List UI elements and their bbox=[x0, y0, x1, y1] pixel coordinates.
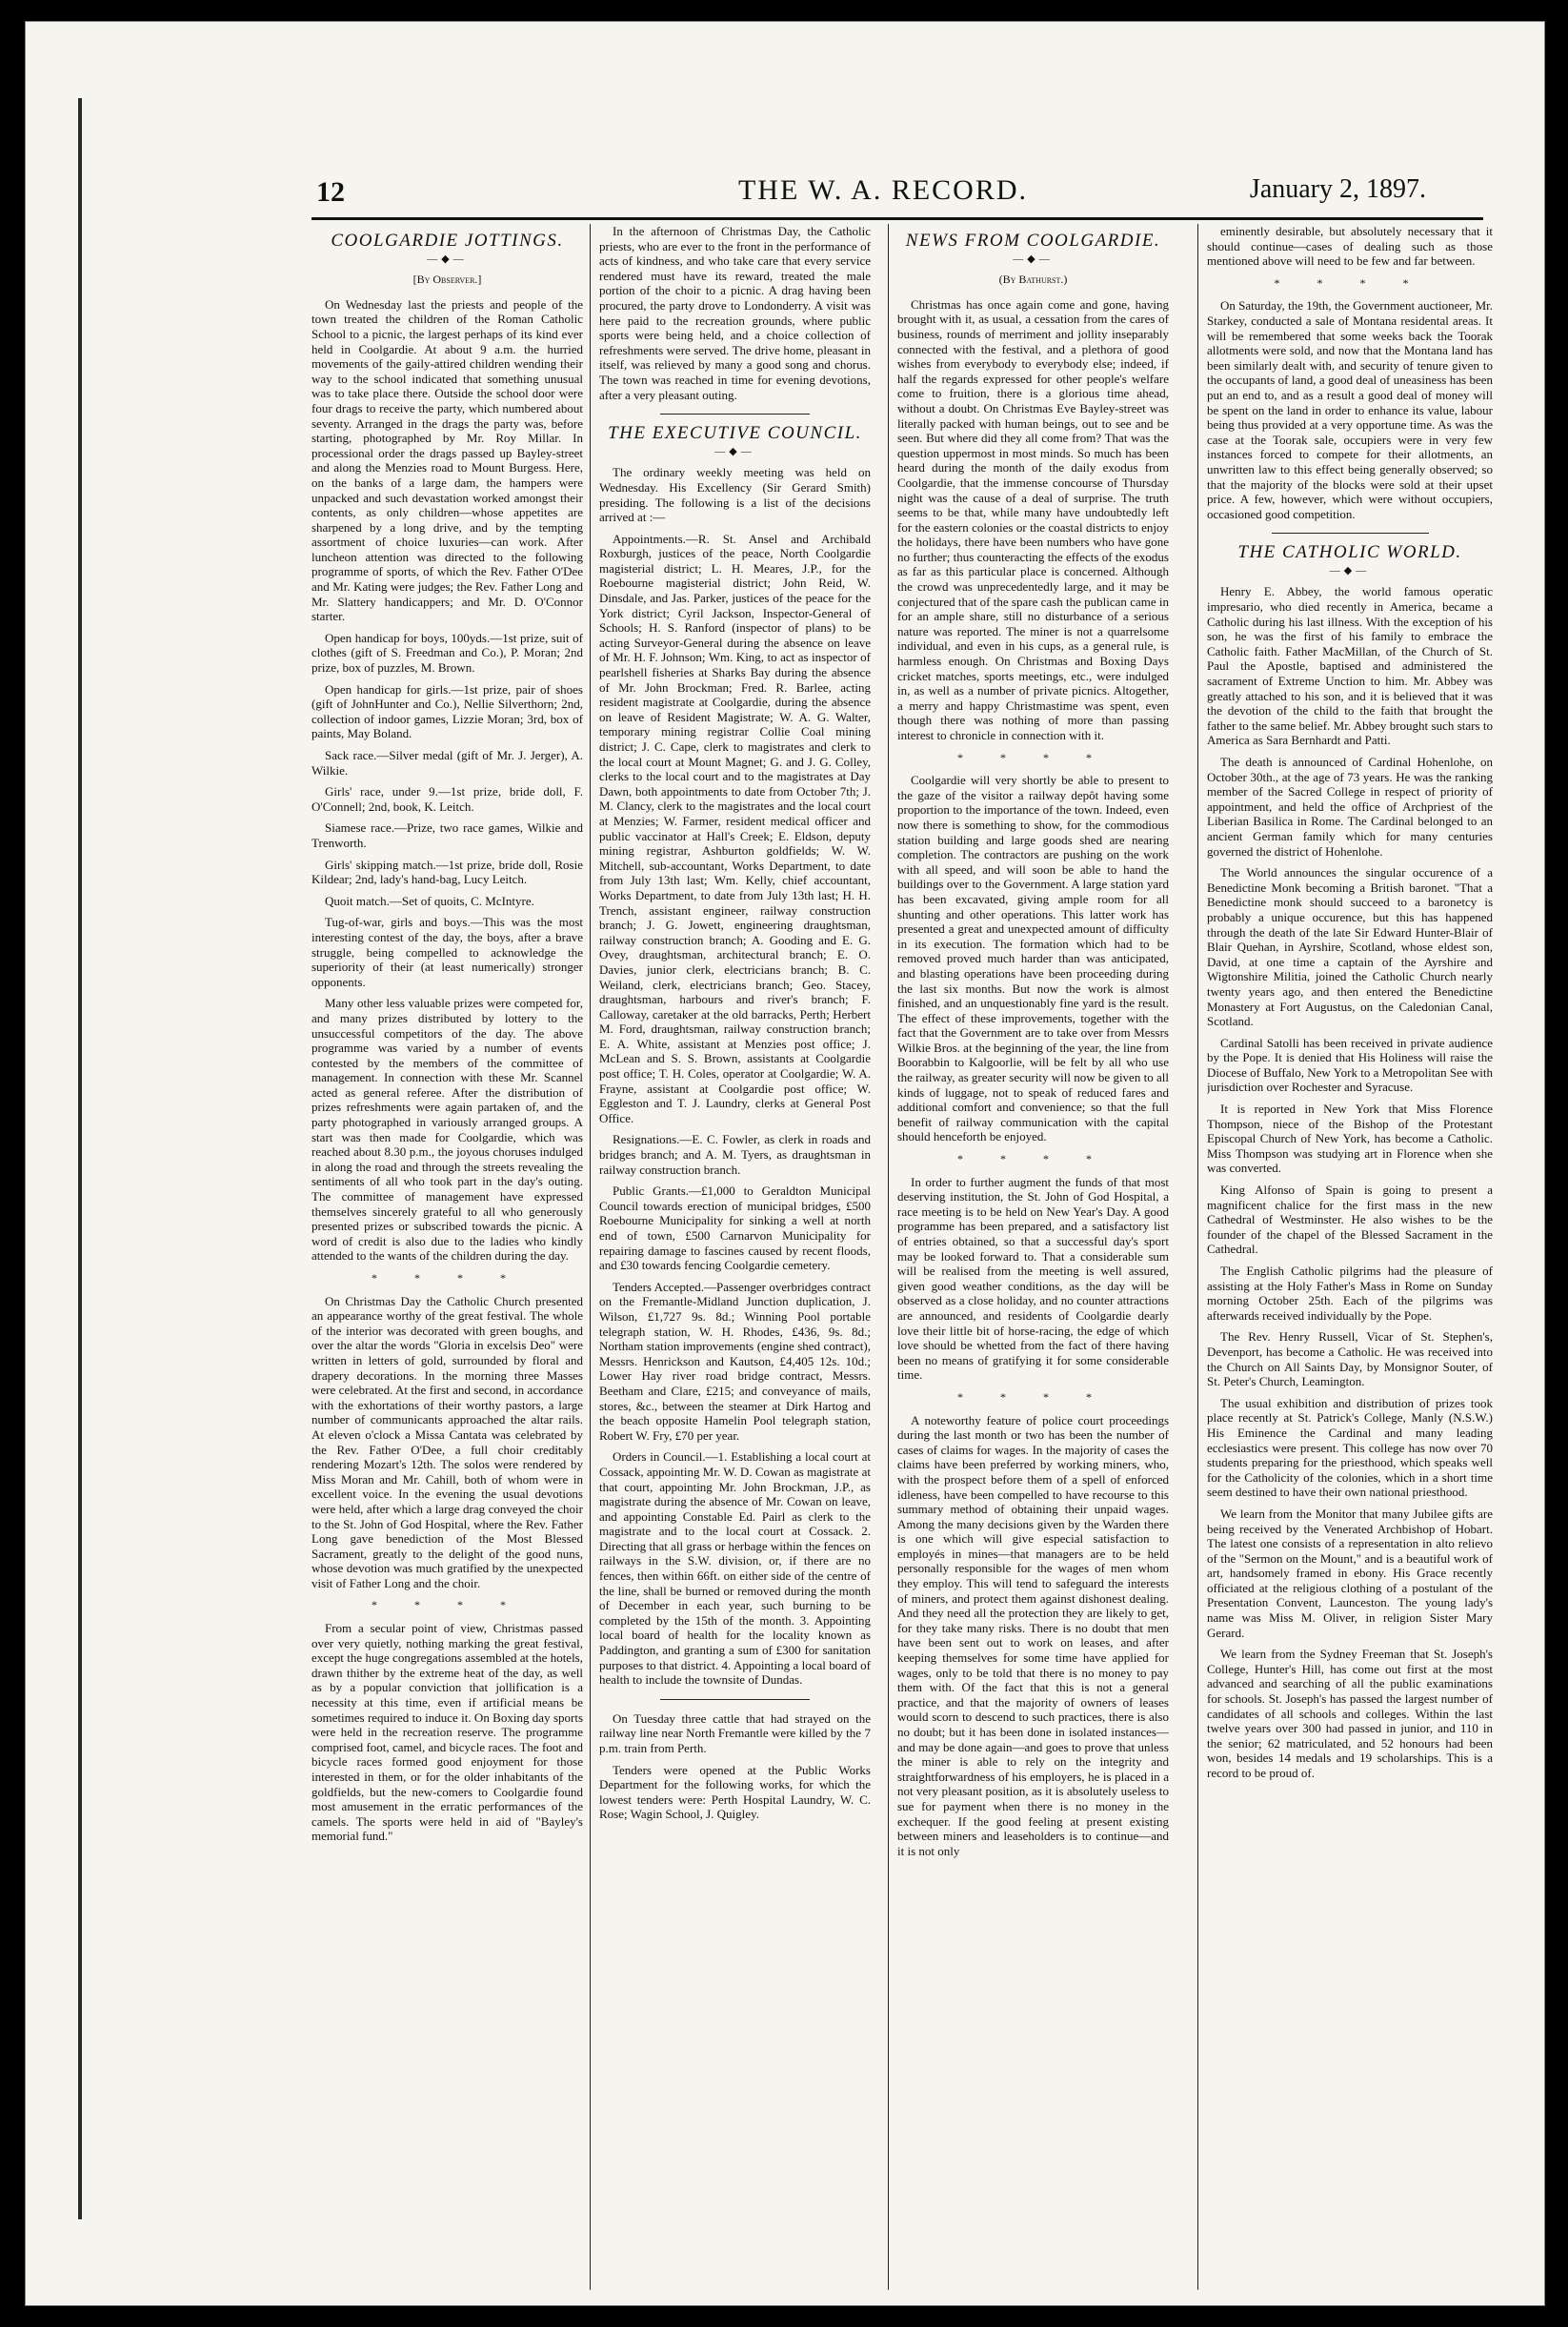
paragraph: In order to further augment the funds of that most deserving institution, the St. John of God Hospital, a race meeting is to be held on New Year's Day. A good programme has been prepared, and a satisfactory list of entries obtained, so that a successful day's sport may be looked forward to. That a considerable sum will be realised from the meeting is well assured, given good weather conditions, as the day will be observed as a close holiday, and no counter attractions are announced, and residents of Coolgardie dearly love their little bit of horse-racing, the edge of which love should be whetted from the fact of there having been no means of gratifying it for some considerable time. bbox=[897, 1174, 1169, 1383]
paragraph: Appointments.—R. St. Ansel and Archibald Roxburgh, justices of the peace, North Coolgardie magisterial district; L. H. Meares, J.P., for the Roebourne magisterial district; John Reid, W. Dinsdale, and Jas. Parker, justices of the peace for the York district; Cyril Jackson, Inspector-General of Schools; H. S. Ranford (inspector of plans) to be acting Surveyor-General during the absence on leave of Mr. H. F. Johnson; Wm. King, to act as inspector of pearlshell fisheries at Sharks Bay during the absence of Mr. John Brockman; Fred. R. Barlee, acting resident magistrate at Coolgardie, during the absence on leave of Resident Magistrate; W. A. G. Walter, temporary mining registrar Collie Coal mining district; J. C. Cape, clerk to magistrates and clerk to the local court at Mount Magnet; G. and J. G. Colley, clerks to the local court and to the magistrates at Day Dawn, both appointments to date from October 7th; J. M. Clancy, clerk to the magistrates and the local court at Menzies; W. Farmer, resident medical officer and public vaccinator at Hall's Creek; E. Eldson, deputy mining registrar, Ashburton goldfields; W. W. Mitchell, sub-accountant, Works Department, to date from July 13th last; Wm. Kelly, chief accountant, Works Department, to date from July 13th last; H. H. Trench, assistant engineer, railway construction branch; J. G. Jowett, engineering draughtsman, railway construction branch; A. Gooding and E. G. Ovey, draughtsman, architectural branch; E. O. Davies, junior clerk, electricians branch; B. C. Weiland, clerk, electricians branch; Geo. Stacey, draughtsman, harbours and river's branch; F. Calloway, caretaker at the old barracks, Perth; Herbert M. Ford, draughtsman, railway construction branch; E. A. White, assistant at Menzies post office; J. McLean and S. S. Brown, assistants at Coolgardie post office; T. H. Coles, operator at Coolgardie; W. A. Frayne, assistant at Coolgardie post office; W. Eggleston and T. J. Laundry, clerks at General Post Office. bbox=[599, 531, 871, 1125]
paragraph: It is reported in New York that Miss Florence Thompson, niece of the Bishop of the Protestant Episcopal Church of New York, has become a Catholic. Miss Thompson was studying art in Florence when she was converted. bbox=[1207, 1102, 1493, 1176]
column-rule bbox=[590, 224, 591, 2290]
paragraph: Public Grants.—£1,000 to Geraldton Municipal Council towards erection of municipal bridges, £500 Roebourne Municipality for sinking a well at north end of town, £500 Carnarvon Municipality for repairing damage to fascines caused by recent floods, and £30 towards fencing Coolgardie cemetery. bbox=[599, 1184, 871, 1273]
ornament: —◆— bbox=[714, 445, 755, 457]
paragraph: On Tuesday three cattle that had strayed on the railway line near North Fremantle were killed by the 7 p.m. train from Perth. bbox=[599, 1710, 871, 1755]
binding-edge bbox=[78, 98, 82, 2219]
section-break: * * * * bbox=[957, 1152, 1109, 1166]
ornament: —◆— bbox=[1013, 253, 1054, 265]
column-1 bbox=[312, 224, 583, 2280]
paragraph: A noteworthy feature of police court proceedings during the last month or two has been the number of cases of claims for wages. In the majority of cases the claims have been preferred by working miners, who, with the prospect before them of a spell of enforced idleness, have been compelled to have recourse to this summary method of obtaining their unpaid wages. Among the many decisions given by the Warden there is one which will give especial satisfaction to employés in mines—that managers are to be held personally responsible for the wages of men whom they employ. This will tend to safeguard the interests of miners, and protect them against dishonest dealing. And they need all the protection they are likely to get, for they take many risks. There is no doubt that men have been sent out to work on leases, and after keeping themselves for some time have applied for wages, only to be told that there is no money to pay them with. Of the fact that this is not a general practice, and that the majority of owners of leases would scorn to descend to such practices, there is also no doubt; but it has been done in isolated instances—and may be done again—and goes to prove that unless the miner is able to rely on the integrity and straightforwardness of his employers, he is placed in a not very pleasant position, as it is absolutely useless to sue for payment when there is no money in the exchequer. If the good feeling at present existing between miners and leaseholders is to continue—and it is not only bbox=[897, 1412, 1169, 1858]
article-heading: COOLGARDIE JOTTINGS. bbox=[331, 231, 564, 251]
section-break: * * * * bbox=[372, 1271, 523, 1285]
paragraph: Henry E. Abbey, the world famous operatic impresario, who died recently in America, became a Catholic during his last illness. With the exception of his son, he was the first of his family to embrace the Catholic faith. Father MacMillan, of the Church of St. Paul the Apostle, baptised and administered the sacrament of Extreme Unction to him. Mr. Abbey was greatly attached to his son, and it is believed that it was the devotion of the child to the faith that brought the father to the same belief. Mr. Abbey brought such stars to America as Sara Bernhardt and Patti. bbox=[1207, 584, 1493, 748]
paragraph: Many other less valuable prizes were competed for, and many prizes distributed by lottery to the unsuccessful competitors of the day. The above programme was varied by a number of events contested by the members of the committee of management. In connection with these Mr. Scannel acted as general referee. After the distribution of prizes refreshments were again partaken of, and the party photographed in variously arranged groups. A start was then made for Coolgardie, which was reached about 8.30 p.m., the joyous choruses indulged in along the road and through the streets revealing the sentiments of all who took part in the day's outing. The committee of management have expressed themselves sincerely grateful to all who generously presented prizes or subscribed towards the picnic. A word of credit is also due to the ladies who kindly attended to the wants of the children during the day. bbox=[312, 996, 583, 1264]
section-break: * * * * bbox=[372, 1598, 523, 1612]
article-heading: NEWS FROM COOLGARDIE. bbox=[905, 231, 1161, 251]
paragraph: On Saturday, the 19th, the Government auctioneer, Mr. Starkey, conducted a sale of Montana residental areas. It will be remembered that some weeks back the Toorak allotments were sold, and now that the Montana land has been similarly dealt with, and security of tenure given to the occupants of land, a good deal of uneasiness has been put an end to, and as a result a good deal of money will be spent on the land in order to enhance its value, labour being thus provided at a very opportune time. As was the case at the Toorak sale, occupiers were in very few instances forced to compete for their allotments, an unwritten law to this effect being generally observed; so that the majority of the blocks were sold at their upset price. A few, however, which were without occupiers, occasioned good competition. bbox=[1207, 298, 1493, 521]
masthead bbox=[264, 165, 1502, 218]
paragraph: From a secular point of view, Christmas passed over very quietly, nothing marking the great festival, except the huge congregations assembled at the hotels, drawn thither by the extreme heat of the day, as well as by a popular conviction that jollification is a necessity at this time, even if artificial means be sometimes required to induce it. On Boxing day sports were held in the recreation reserve. The programme comprised foot, camel, and bicycle races. The foot and bicycle races formed good enjoyment for those interested in them, or for the older inhabitants of the goldfields, but the new-comers to Coolgardie found most amusement in the erratic performances of the camels. The sports were held in aid of "Bayley's memorial fund." bbox=[312, 1621, 583, 1844]
paragraph: The death is announced of Cardinal Hohenlohe, on October 30th., at the age of 73 years. He was the ranking member of the Sacred College in respect of priority of appointment, and held the office of Archpriest of the Liberian Basilica in Rome. The Cardinal belonged to an ancient German family which for many centuries governed the district of Hohenlohe. bbox=[1207, 755, 1493, 859]
divider bbox=[660, 1699, 810, 1700]
issue-date: January 2, 1897. bbox=[1249, 174, 1426, 204]
paragraph: On Wednesday last the priests and people of the town treated the children of the Roman Catholic School to a picnic, the largest perhaps of its kind ever held in Coolgardie. At about 9 a.m. the hurried movements of the gaily-attired children wending their way to the school indicated that something unusual was to take place there. Outside the school door were four drags to receive the party, which numbered about seventy. Arranged in the drags the party was, before starting, photographed by Mr. Roy Millar. In processional order the drags passed up Bayley-street and along the Menzies road to Mount Burgess. Here, on the banks of a large dam, the hampers were unpacked and such devastation worked amongst their contents, as only children—whose appetites are sharpened by a long drive, and by the tempting assortment of choice luxuries—can work. After luncheon attention was directed to the following programme of sports, of which the Rev. Father O'Dee and Mr. Kating were judges; the Rev. Father Long and Mr. Slattery handicappers; and Mr. D. O'Connor starter. bbox=[312, 296, 583, 624]
ornament: —◆— bbox=[427, 253, 468, 265]
paragraph: Resignations.—E. C. Fowler, as clerk in roads and bridges branch; and A. M. Tyers, as draughtsman in railway construction branch. bbox=[599, 1132, 871, 1177]
paragraph: King Alfonso of Spain is going to present a magnificent chalice for the first mass in the new Cathedral of Westminster. He also wishes to be the founder of the chapel of the Blessed Sacrament in the Cathedral. bbox=[1207, 1183, 1493, 1257]
section-break: * * * * bbox=[957, 750, 1109, 764]
column-3 bbox=[897, 224, 1169, 2280]
newspaper-page bbox=[25, 21, 1545, 2306]
paragraph: Open handicap for boys, 100yds.—1st prize, suit of clothes (gift of S. Freedman and Co.), P. Moran; 2nd prize, box of puzzles, M. Brown. bbox=[312, 630, 583, 676]
newspaper-title: THE W. A. RECORD. bbox=[737, 174, 1029, 206]
paragraph: The usual exhibition and distribution of prizes took place recently at St. Patrick's College, Manly (N.S.W.) His Eminence the Cardinal and many leading ecclesiastics were present. This college has now over 70 students preparing for the priesthood, which speaks well for the Catholicity of the colonies, which in a short time seem destined to have their own national priesthood. bbox=[1207, 1395, 1493, 1500]
column-rule bbox=[888, 224, 889, 2290]
paragraph: The Rev. Henry Russell, Vicar of St. Stephen's, Devenport, has become a Catholic. He was received into the Church on All Saints Day, by Monsignor Souter, of St. Peter's Church, Leamington. bbox=[1207, 1329, 1493, 1389]
paragraph: Tenders Accepted.—Passenger overbridges contract on the Fremantle-Midland Junction duplication, J. Wilson, £1,727 9s. 8d.; Winning Pool portable telegraph station, W. H. Rhodes, £436, 9s. 8d.; Northam station improvements (engine shed contract), Messrs. Henrickson and Kautson, £4,405 12s. 10d.; Lower Hay river road bridge contract, Messrs. Beetham and Clare, £215; and conveyance of mails, stores, &c., between the steamer at Dirk Hartog and the beach opposite Hamelin Pool telegraph station, Robert W. Fry, £70 per year. bbox=[599, 1279, 871, 1443]
paragraph: The ordinary weekly meeting was held on Wednesday. His Excellency (Sir Gerard Smith) presiding. The following is a list of the decisions arrived at :— bbox=[599, 465, 871, 525]
divider bbox=[660, 414, 810, 415]
paragraph: Open handicap for girls.—1st prize, pair of shoes (gift of JohnHunter and Co.), Nellie Silverthorn; 2nd, collection of indoor games, Lizzie Moran; 3rd, box of paints, May Boland. bbox=[312, 681, 583, 741]
paragraph: Christmas has once again come and gone, having brought with it, as usual, a cessation from the cares of business, rounds of merriment and jollity inseparably connected with the festival, and a plethora of good wishes from everybody to everybody else; indeed, if half the regards expressed for other people's welfare come to fruition, there is a glorious time ahead, without a doubt. On Christmas Eve Bayley-street was literally packed with human beings, out to see and be seen. But where did they all come from? That was the question uppermost in most minds. So much has been heard during the month of the daily exodus from Coolgardie, that the immense concourse of Thursday night was the cause of a deal of surprise. The truth seems to be that, while many have undoubtedly left for the eastern colonies or the coastal districts to enjoy the holidays, there have been numbers who have gone no further; thus counteracting the effects of the exodus as far as this particular place is concerned. Although the crowd was unprecedentedly large, and it may be conjectured that of the spare cash the publican came in for an ample share, still no disturbance of a serious nature was reported. The miner is not a quarrelsome individual, and even in his cups, as a general rule, is harmless enough. On Christmas and Boxing Days cricket matches, sports meetings, etc., were indulged in, as well as a number of private picnics. Altogether, a merry and happy Christmastime was spent, even though there was nothing of more than passing interest to chronicle in connection with it. bbox=[897, 296, 1169, 742]
paragraph: Siamese race.—Prize, two race games, Wilkie and Trenworth. bbox=[312, 820, 583, 850]
paragraph: In the afternoon of Christmas Day, the Catholic priests, who are ever to the front in the performance of acts of kindness, and who take care that every service rendered must have its reward, treated the male portion of the choir to a picnic. A drag having been procured, the party drove to Londonderry. A visit was here paid to the recreation grounds, where public sports were being held, and a choice collection of refreshments were served. The drive home, pleasant in itself, was relieved by many a good song and chorus. The town was reached in time for evening devotions, after a very pleasant outing. bbox=[599, 224, 871, 402]
article-byline: (By Bathurst.) bbox=[998, 273, 1068, 287]
page-number: 12 bbox=[316, 176, 345, 208]
section-break: * * * * bbox=[957, 1389, 1109, 1404]
paragraph: On Christmas Day the Catholic Church presented an appearance worthy of the great festival. The whole of the interior was decorated with green boughs, and over the altar the words "Gloria in excelsis Deo" were written in letters of gold, surrounded by floral and drapery decorations. In the morning three Masses were celebrated. At the first and second, in accordance with the exhortations of their worthy pastors, a large number of communicants approached the altar rails. At eleven o'clock a Missa Cantata was celebrated by the Rev. Father O'Dee, a full choir creditably rendering Mozart's 12th. The solos were rendered by Miss Moran and Mr. Cahill, both of whom were in excellent voice. In the evening the usual devotions were held, after which a large drag conveyed the choir to the St. John of God Hospital, where the Rev. Father Long gave benediction of the Most Blessed Sacrament, greatly to the delight of the good nuns, whose devotion was much gratified by the unexpected visit of Father Long and the choir. bbox=[312, 1293, 583, 1590]
paragraph: We learn from the Sydney Freeman that St. Joseph's College, Hunter's Hill, has come out first at the most advanced and searching of all the public examinations for schools. St. Joseph's has passed the largest number of candidates of all schools and colleges. Within the last twelve years over 300 had passed in junior, and 110 in the senior; 62 matriculated, and 52 honours had been won, besides 14 medals and 19 scholarships. This is a record to be proud of. bbox=[1207, 1647, 1493, 1780]
column-2 bbox=[599, 224, 871, 2280]
masthead-rule bbox=[312, 217, 1483, 220]
paragraph: We learn from the Monitor that many Jubilee gifts are being received by the Venerated Archbishop of Hobart. The latest one consists of a representation in alto relievo of the "Sermon on the Mount," and is a beautiful work of art, handsomely framed in ebony. His Grace recently officiated at the religious clothing of a postulant of the Presentation Convent, Launceston. The young lady's name was Miss M. Oliver, in religion Sister Mary Gerard. bbox=[1207, 1506, 1493, 1640]
divider bbox=[1272, 533, 1429, 534]
paragraph: The World announces the singular occurence of a Benedictine Monk becoming a British baronet. "That a Benedictine monk should succeed to a baronetcy is probably a unique occurence, but this has happened through the death of the late Sir Edward Hunter-Blair of Blair Quehan, in Ayrshire, Scotland, whose eldest son, David, at one time a captain of the Ayrshire and Wigtonshire Militia, joined the Catholic Church nearly twenty years ago, and then entered the Benedictine Monastery at Fort Augustus, on the Caledonian Canal, Scotland. bbox=[1207, 865, 1493, 1029]
paragraph: Sack race.—Silver medal (gift of Mr. J. Jerger), A. Wilkie. bbox=[312, 748, 583, 778]
article-heading: THE EXECUTIVE COUNCIL. bbox=[608, 423, 862, 444]
paragraph: Quoit match.—Set of quoits, C. McIntyre. bbox=[325, 893, 534, 908]
paragraph: Girls' race, under 9.—1st prize, bride doll, F. O'Connell; 2nd, book, K. Leitch. bbox=[312, 784, 583, 814]
paragraph: Girls' skipping match.—1st prize, bride doll, Rosie Kildear; 2nd, lady's hand-bag, Lucy Leitch. bbox=[312, 857, 583, 887]
paragraph: Tenders were opened at the Public Works Department for the following works, for which the lowest tenders were: Perth Hospital Laundry, W. C. Rose; Wagin School, J. Quigley. bbox=[599, 1762, 871, 1822]
page-content bbox=[264, 165, 1502, 2290]
ornament: —◆— bbox=[1329, 564, 1371, 577]
paragraph: eminently desirable, but absolutely necessary that it should continue—cases of dealing such as those mentioned above will need to be few and far between. bbox=[1207, 224, 1493, 269]
paragraph: Tug-of-war, girls and boys.—This was the most interesting contest of the day, the boys, after a brave struggle, being compelled to acknowledge the superiority of their (at least numerically) stronger opponents. bbox=[312, 915, 583, 989]
paragraph: Cardinal Satolli has been received in private audience by the Pope. It is denied that His Holiness will raise the Diocese of Buffalo, New York to a Metropolitan See with jurisdiction over Rochester and Syracuse. bbox=[1207, 1035, 1493, 1095]
article-byline: [By Observer.] bbox=[412, 273, 482, 287]
article-heading: THE CATHOLIC WORLD. bbox=[1237, 542, 1462, 563]
column-4 bbox=[1207, 224, 1493, 2280]
paragraph: The English Catholic pilgrims had the pleasure of assisting at the Holy Father's Mass in Rome on Sunday morning October 25th. Each of the pilgrims was afterwards received individually by the Pope. bbox=[1207, 1264, 1493, 1323]
column-rule bbox=[1197, 224, 1198, 2290]
section-break: * * * * bbox=[1274, 275, 1426, 290]
paragraph: Orders in Council.—1. Establishing a local court at Cossack, appointing Mr. W. D. Cowan as magistrate at that court, appointing Mr. John Brockman, J.P., as magistrate during the absence of Mr. Cowan on leave, and appointing Constable Ed. Pairl as clerk to the magistrate and to the local court at Cossack. 2. Directing that all grass or herbage within the fences on railways in the S.W. division, or, if there are no fences, then within 66ft. on either side of the centre of the line, shall be burned or removed during the month of December in each year, such burning to be completed by the 15th of the month. 3. Appointing local board of health for the locality known as Paddington, and granting a sum of £300 for sanitation purposes to that district. 4. Appointing a local board of health to include the townsite of Dundas. bbox=[599, 1449, 871, 1688]
paragraph: Coolgardie will very shortly be able to present to the gaze of the visitor a railway depôt having some proportion to the importance of the town. Indeed, even now there is something to show, for the commodious station building and large goods shed are nearing completion. The contractors are pushing on the work with all speed, and will soon be able to hand the buildings over to the Government. A large station yard has been excavated, giving ample room for all shunting and other operations. This latter work has presented a great and unexpected amount of difficulty in its execution. The formation which had to be removed proved much harder than was anticipated, and blasting operations have been proceeding during the last six months. But now the work is almost finished, and an unquestionably fine yard is the result. The effect of these improvements, together with the fact that the Government are to take over from Messrs Wilkie Bros. at the beginning of the year, the line from Boorabbin to Kalgoorlie, will be felt by all who use the railway, as greater security will now be given to all kinds of luggage, not to speak of reduced fares and additional comfort and convenience; so that the full benefit of railway communication with the capital should henceforth be enjoyed. bbox=[897, 773, 1169, 1144]
